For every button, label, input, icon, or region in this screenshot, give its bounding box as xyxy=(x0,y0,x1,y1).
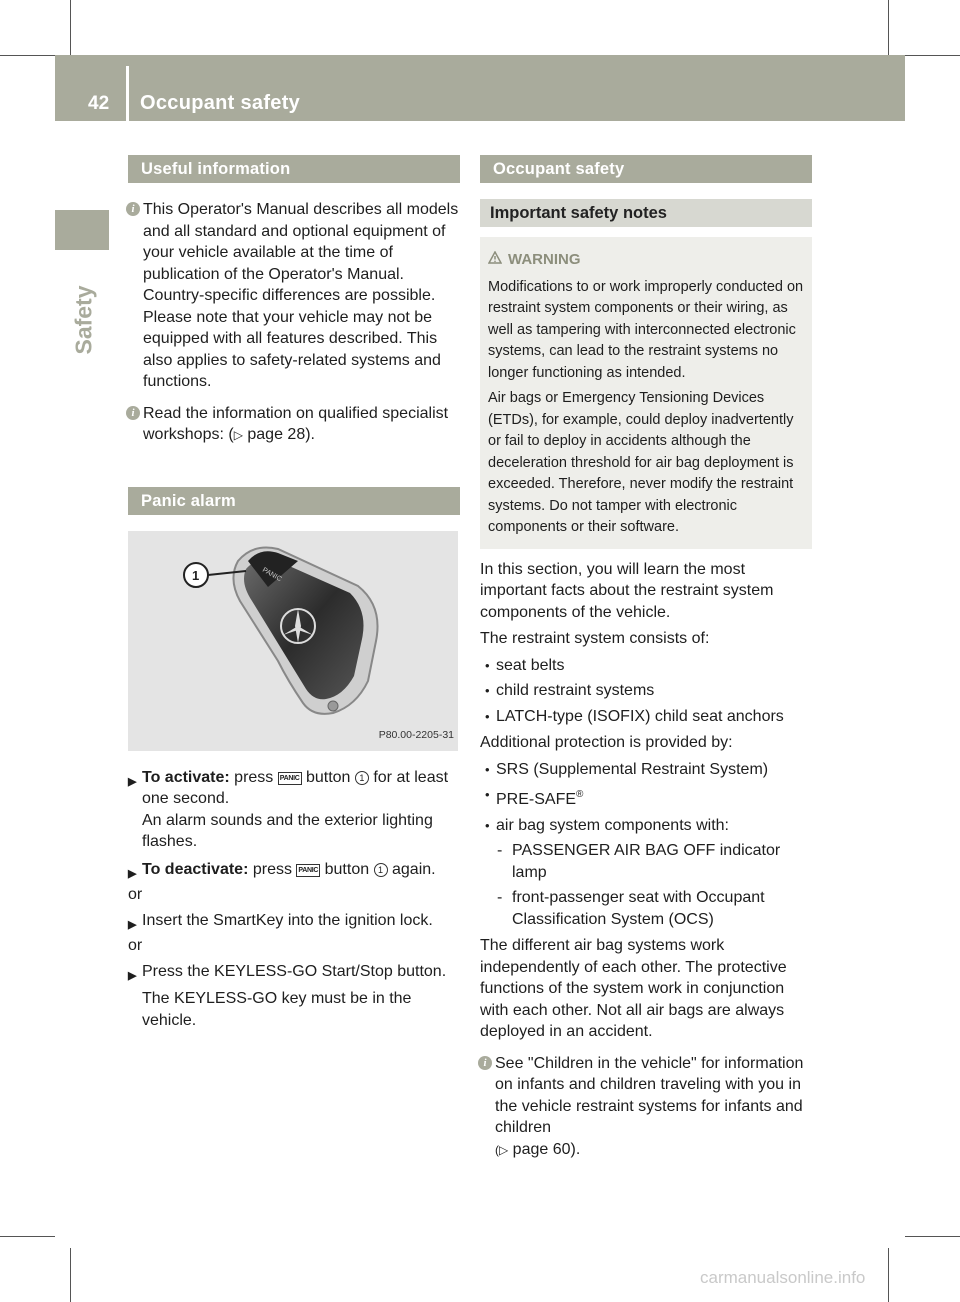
step-press-start xyxy=(128,961,460,983)
smartkey-figure xyxy=(128,531,458,751)
step-text: again. xyxy=(387,860,436,878)
crop-mark xyxy=(70,1248,71,1302)
list-item: • air bag system components with: xyxy=(480,815,812,837)
step-text: Press the KEYLESS-GO Start/Stop button. xyxy=(142,962,447,980)
list-item: • seat belts xyxy=(480,655,812,677)
additional-text: Additional protection is provided by: xyxy=(480,734,733,751)
figure-code: P80.00-2205-31 xyxy=(378,729,454,741)
svg-text:PANIC: PANIC xyxy=(261,566,283,583)
presafe-text: PRE-SAFE xyxy=(496,791,577,808)
crop-mark xyxy=(0,55,55,56)
step-text: press xyxy=(248,860,297,878)
info-text: Read the information on qualified specialist workshops: ( xyxy=(143,404,449,443)
step-text: Insert the SmartKey into the ignition lock. xyxy=(142,911,433,929)
warning-text: Air bags or Emergency Tensioning Devices (ETDs), for example, could deploy inadvertently or fail to deploy in accidents although the deceleration threshold for air bag deployment is exceeded. Therefore, never modify the restraint systems. Do not tamper with electronic components or their software. xyxy=(488,390,794,535)
info-note xyxy=(128,403,460,447)
page-ref[interactable]: page 28). xyxy=(242,426,315,443)
list-item: • child restraint systems xyxy=(480,680,812,702)
header-divider xyxy=(126,66,129,121)
callout-number: 1 xyxy=(374,863,388,877)
warning-triangle-icon xyxy=(488,249,502,271)
header-title: Occupant safety xyxy=(140,92,301,114)
callout-number: 1 xyxy=(355,771,369,785)
step-activate xyxy=(128,767,460,810)
page-ref-arrow-icon: (▷ xyxy=(495,1142,509,1157)
info-text: See "Children in the vehicle" for information on infants and children traveling with you in the vehicle restraint systems for infants and children xyxy=(495,1054,804,1136)
step-result: An alarm sounds and the exterior lighting flashes. xyxy=(142,811,433,850)
warning-box xyxy=(480,237,812,549)
step-label: To activate: xyxy=(142,768,230,786)
step-text: for at least one second. xyxy=(142,768,449,807)
info-note xyxy=(128,199,460,393)
watermark: carmanualsonline.info xyxy=(700,1268,866,1287)
step-insert-key xyxy=(128,910,460,932)
registered-mark: ® xyxy=(576,789,584,800)
info-icon: i xyxy=(126,406,140,420)
left-column xyxy=(128,155,460,1031)
info-text: This Operator's Manual describes all models and all standard and optional equipment of your vehicle available at the time of publication of the Operator's Manual. Country-specific differences are possible. Please note that your vehicle may not be equipped with all features described. This also applies to safety-related systems and functions. xyxy=(143,201,459,390)
page-ref[interactable]: page 60). xyxy=(508,1140,581,1158)
step-arrow-icon: ▶ xyxy=(128,867,137,880)
smartkey-illustration xyxy=(128,531,458,751)
svg-text:1: 1 xyxy=(192,567,200,583)
step-arrow-icon: ▶ xyxy=(128,775,137,788)
crop-mark xyxy=(0,1236,55,1237)
step-text: press xyxy=(229,768,278,786)
crop-mark xyxy=(905,55,960,56)
crop-mark xyxy=(70,0,71,55)
page-ref-arrow-icon: ▷ xyxy=(233,428,243,442)
list-item xyxy=(480,784,812,811)
step-label: To deactivate: xyxy=(142,860,249,878)
consists-text: The restraint system consists of: xyxy=(480,630,710,647)
info-icon: i xyxy=(478,1056,492,1070)
warning-title xyxy=(488,249,804,271)
crop-mark xyxy=(888,1248,889,1302)
step-arrow-icon: ▶ xyxy=(128,969,137,982)
or-text: or xyxy=(128,886,143,903)
right-column xyxy=(480,155,812,1171)
page-number: 42 xyxy=(88,93,110,114)
or-text: or xyxy=(128,937,143,954)
info-note xyxy=(480,1053,812,1162)
sub-list-item: - front-passenger seat with Occupant Classification System (OCS) xyxy=(480,887,812,930)
intro-text: In this section, you will learn the most important facts about the restraint system components of the vehicle. xyxy=(480,560,774,621)
crop-mark xyxy=(905,1236,960,1237)
panic-button-icon: PANIC xyxy=(296,864,320,877)
step-arrow-icon: ▶ xyxy=(128,918,137,931)
warning-title-text: WARNING xyxy=(508,251,581,268)
step-text: button xyxy=(301,768,355,786)
side-tab-block xyxy=(55,210,109,250)
keyless-note: The KEYLESS-GO key must be in the vehicle. xyxy=(142,990,412,1029)
info-icon: i xyxy=(126,202,140,216)
crop-mark xyxy=(888,0,889,55)
restraint-list xyxy=(480,655,812,728)
panic-button-icon: PANIC xyxy=(278,772,302,785)
sub-list-item: - PASSENGER AIR BAG OFF indicator lamp xyxy=(480,840,812,883)
additional-list xyxy=(480,759,812,931)
list-item: • LATCH-type (ISOFIX) child seat anchors xyxy=(480,706,812,728)
occupant-safety-heading: Occupant safety xyxy=(480,155,812,183)
side-label: Safety xyxy=(70,285,97,355)
panic-alarm-heading: Panic alarm xyxy=(128,487,460,515)
step-deactivate xyxy=(128,859,460,881)
independent-text: The different air bag systems work independently of each other. The protective functions of the system work in conjunction with each other. Not all air bags are always deployed in an accident. xyxy=(480,937,787,1040)
step-text: button xyxy=(320,860,374,878)
important-safety-heading: Important safety notes xyxy=(480,199,812,227)
list-item: • SRS (Supplemental Restraint System) xyxy=(480,759,812,781)
useful-info-heading: Useful information xyxy=(128,155,460,183)
warning-text: Modifications to or work improperly conducted on restraint system components or their wiring, as well as tampering with interconnected electronic systems, can lead to the restraint systems no longer functioning as intended. xyxy=(488,278,804,381)
